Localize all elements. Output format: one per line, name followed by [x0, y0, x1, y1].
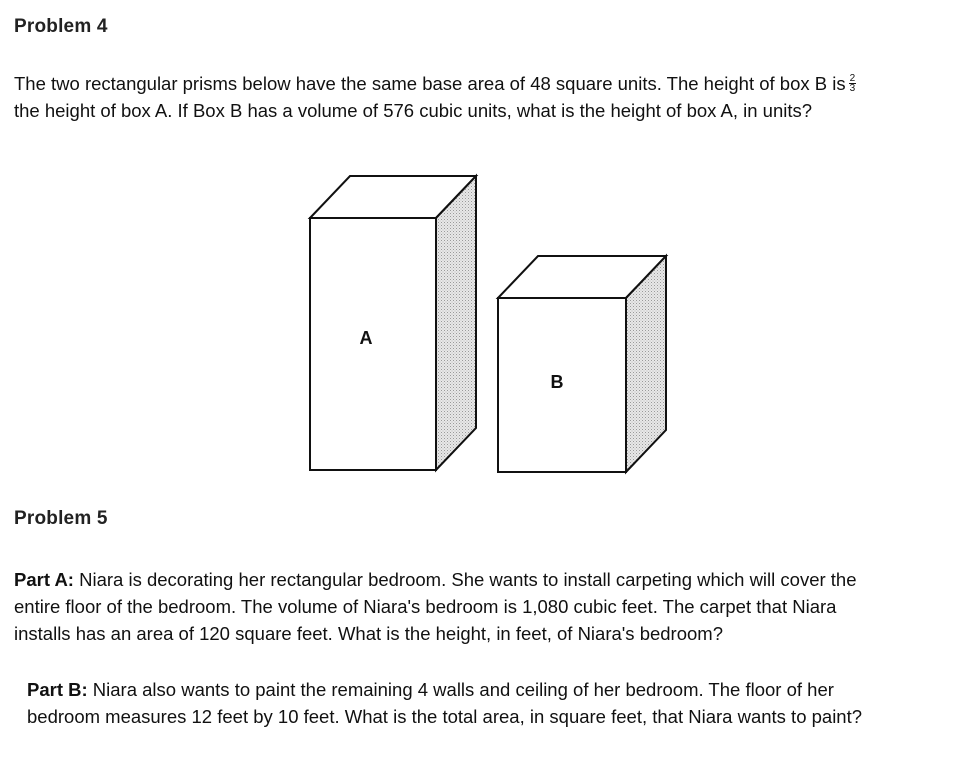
problem-4-title: Problem 4 — [14, 16, 108, 37]
part-b-line-2: bedroom measures 12 feet by 10 feet. What is the total area, in square feet, that Niara wants to paint? — [27, 706, 863, 727]
problem-5-title: Problem 5 — [14, 508, 108, 529]
part-b-text — [27, 676, 862, 730]
problem-4-line-1: The two rectangular prisms below have the same base area of 48 square units. The height of box B is $\frac{2}{3}$ — [14, 72, 856, 94]
box-a — [310, 176, 476, 470]
box-a-side-face — [436, 176, 476, 470]
part-b-line-1: Part B: Niara also wants to paint the remaining 4 walls and ceiling of her bedroom. The floor of her — [27, 679, 834, 700]
box-a-front-face — [310, 218, 436, 470]
problem-4-line-2: the height of box A. If Box B has a volume of 576 cubic units, what is the height of box A, in units? — [14, 100, 813, 121]
box-b-label: B — [550, 372, 564, 392]
part-a-line-3: installs has an area of 120 square feet. What is the height, in feet, of Niara's bedroom? — [14, 623, 723, 644]
box-a-label: A — [359, 328, 373, 348]
part-a-text — [14, 566, 857, 647]
part-b-label: Part B: — [27, 679, 88, 700]
part-a-line-1: Part A: Niara is decorating her rectangular bedroom. She wants to install carpeting which will cover the — [14, 569, 857, 590]
box-b — [498, 256, 666, 472]
part-a-line-2: entire floor of the bedroom. The volume of Niara's bedroom is 1,080 cubic feet. The carpet that Niara — [14, 596, 837, 617]
part-a-label: Part A: — [14, 569, 74, 590]
fraction-two-thirds: $\frac{2}{3}$ — [849, 72, 856, 94]
